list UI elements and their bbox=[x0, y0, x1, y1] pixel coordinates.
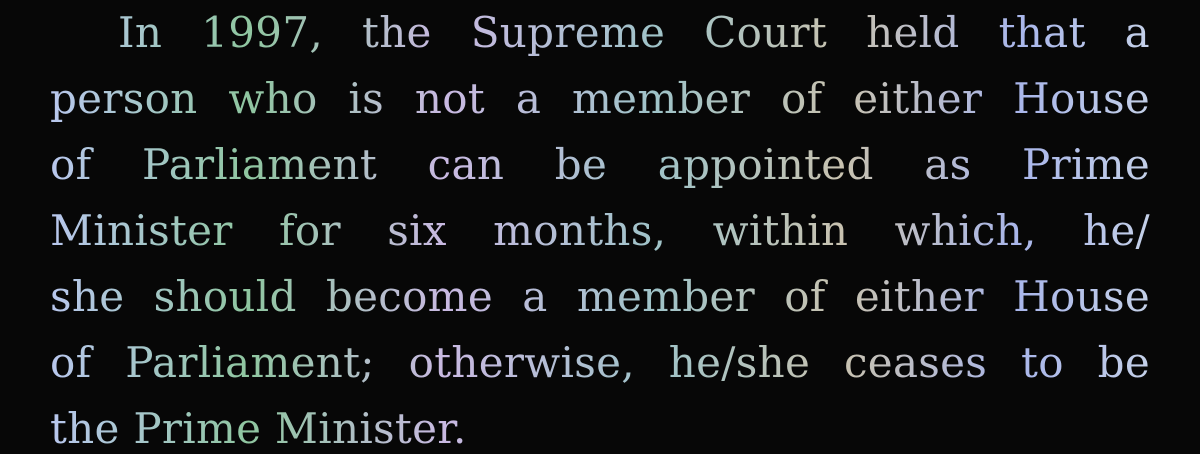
paragraph-line-2: person who is not a member of either House bbox=[50, 66, 1150, 132]
paragraph-line-7: the Prime Minister. bbox=[50, 396, 1150, 454]
body-paragraph bbox=[50, 0, 1150, 454]
paragraph-line-1: In 1997, the Supreme Court held that a bbox=[50, 0, 1150, 66]
paragraph-line-4: Minister for six months, within which, he/ bbox=[50, 198, 1150, 264]
paragraph-line-6: of Parliament; otherwise, he/she ceases to be bbox=[50, 330, 1150, 396]
paragraph-line-5: she should become a member of either House bbox=[50, 264, 1150, 330]
paragraph-line-3: of Parliament can be appointed as Prime bbox=[50, 132, 1150, 198]
